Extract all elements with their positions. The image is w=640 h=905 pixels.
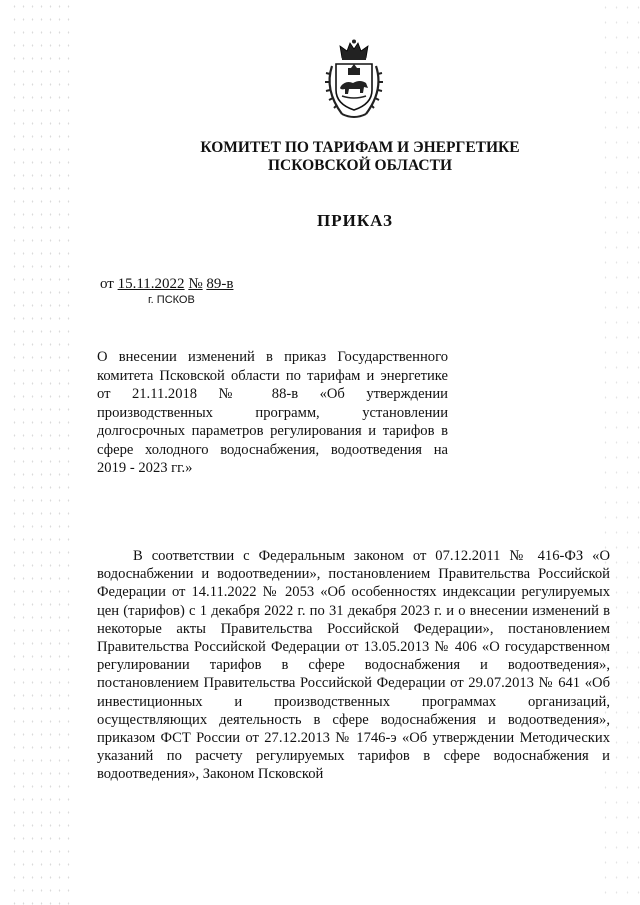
order-body-paragraph: В соответствии с Федеральным законом от 07.12.2011 № 416-ФЗ «О водоснабжении и водоотведении», постановлением Правительства Российской Федерации от 14.11.2022 № 2053 «Об особенностях индексации регулируемых цен (тарифов) с 1 декабря 2022 г. по 31 декабря 2023 г. и о внесении изменений в некоторые акты Правительства Российской Федерации», постановлением Правительства Российской Федерации от 13.05.2013 № 406 «О государственном регулировании тарифов в сфере водоснабжения и водоотведения», постановлением Правительства Российской Федерации от 29.07.2013 № 641 «Об инвестиционных и производственных программах организаций, осуществляющих деятельность в сфере водоснабжения и водоотведения», приказом ФСТ России от 27.12.2013 № 1746-э «Об утверждении Методических указаний по расчету регулируемых тарифов в сфере водоснабжения и водоотведения», Законом Псковской (97, 548, 610, 783)
document-title: ПРИКАЗ (317, 211, 393, 230)
date-prefix: от (100, 276, 114, 292)
order-subject: О внесении изменений в приказ Государственного комитета Псковской области по тарифам и энергетике от 21.11.2018 № 88-в «Об утверждении производственных программ, установлении долгосрочных параметров регулирования и тарифов в сфере холодного водоснабжения, водоотведения на 2019 - 2023 гг.» (97, 349, 448, 476)
order-place: г. ПСКОВ (148, 294, 195, 306)
coat-of-arms-icon (322, 38, 386, 120)
org-line-2: ПСКОВСКОЙ ОБЛАСТИ (267, 157, 452, 174)
number-sign: № (188, 276, 203, 292)
org-line-1: КОМИТЕТ ПО ТАРИФАМ И ЭНЕРГЕТИКЕ (200, 139, 520, 156)
order-date: 15.11.2022 (117, 276, 185, 292)
order-dateline (100, 276, 233, 293)
scan-noise-left (10, 0, 70, 905)
organization-name (170, 139, 550, 175)
order-number: 89-в (206, 276, 234, 292)
